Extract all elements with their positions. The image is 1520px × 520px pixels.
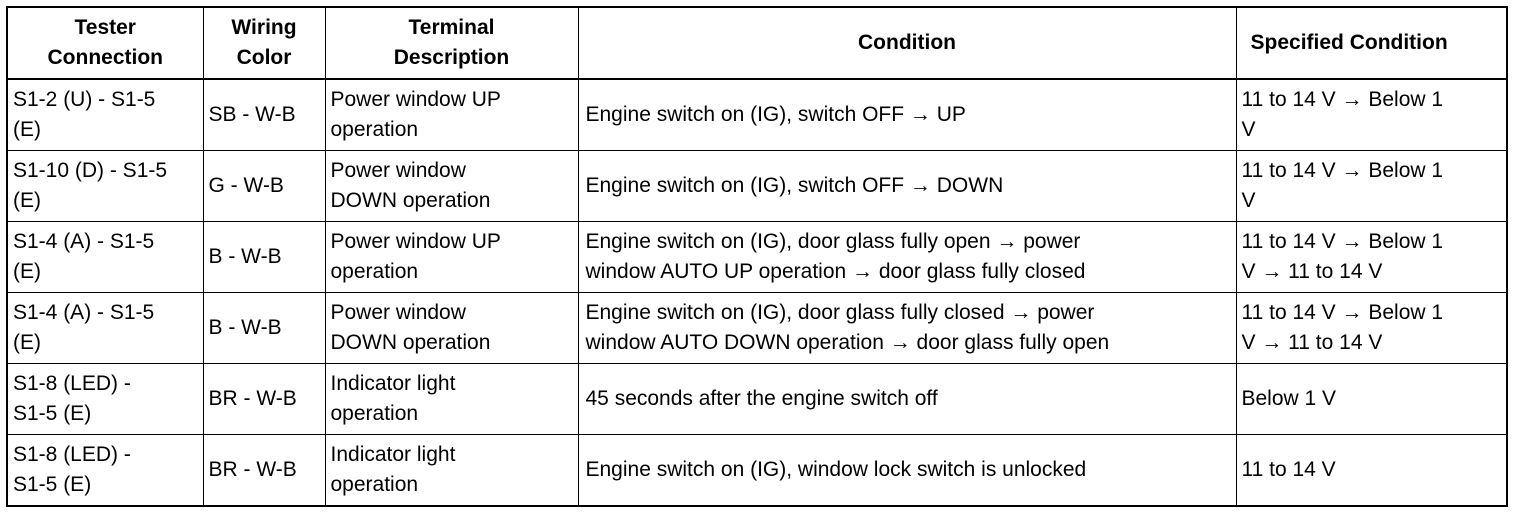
cell-condition [578,293,1236,364]
cell-wiring-color: B - W-B [203,293,325,364]
cell-line: 45 seconds after the engine switch off [585,387,938,410]
cell-line: Below 1 V [1241,387,1337,410]
cell-line: 11 to 14 V → Below 1 [1241,301,1444,324]
cell-tester-connection [7,151,203,222]
cell-line: 11 to 14 V → Below 1 [1241,88,1444,111]
header-row [7,7,1507,79]
cell-line: DOWN operation [330,331,491,354]
cell-line: S1-5 (E) [13,473,92,496]
table-row [7,222,1507,293]
header-tester-connection [7,7,203,79]
cell-line: Power window UP [330,230,501,253]
cell-line: Power window UP [330,88,501,111]
cell-line: window AUTO UP operation → door glass fully closed [585,260,1086,283]
cell-condition [578,435,1236,507]
cell-terminal-description [325,435,578,507]
cell-terminal-description [325,364,578,435]
cell-line: window AUTO DOWN operation → door glass fully open [585,331,1110,354]
cell-specified-condition [1236,222,1507,293]
table-row [7,293,1507,364]
cell-line: S1-2 (U) - S1-5 [13,88,156,111]
header-terminal-description [325,7,578,79]
cell-terminal-description [325,151,578,222]
cell-line: 11 to 14 V → Below 1 [1241,230,1444,253]
header-line: Specified Condition [1250,31,1448,54]
cell-specified-condition [1236,435,1507,507]
header-condition [578,7,1236,79]
cell-line: Indicator light [330,372,456,395]
cell-line: V → 11 to 14 V [1241,260,1383,283]
header-line: Description [393,46,510,69]
cell-line: S1-5 (E) [13,402,92,425]
cell-tester-connection [7,222,203,293]
cell-line: Engine switch on (IG), window lock switch is unlocked [585,458,1087,481]
cell-line: operation [330,402,419,425]
cell-wiring-color: SB - W-B [203,79,325,151]
cell-line: Power window [330,301,466,324]
cell-line: Engine switch on (IG), switch OFF → UP [585,103,966,126]
cell-line: 11 to 14 V [1241,458,1336,481]
table-row [7,79,1507,151]
header-wiring-color [203,7,325,79]
cell-specified-condition [1236,364,1507,435]
cell-line: operation [330,473,419,496]
cell-terminal-description [325,293,578,364]
cell-specified-condition [1236,79,1507,151]
cell-line: Engine switch on (IG), door glass fully open → power [585,230,1081,253]
cell-line: S1-4 (A) - S1-5 [13,301,155,324]
cell-specified-condition [1236,293,1507,364]
cell-line: Power window [330,159,466,182]
cell-condition [578,151,1236,222]
table-header [7,7,1507,79]
cell-line: operation [330,118,419,141]
header-specified-condition [1236,7,1507,79]
cell-wiring-color: BR - W-B [203,435,325,507]
header-line: Wiring [231,16,297,39]
cell-line: V → 11 to 14 V [1241,331,1383,354]
cell-line: (E) [13,331,41,354]
cell-wiring-color: BR - W-B [203,364,325,435]
cell-tester-connection [7,364,203,435]
header-line: Terminal [408,16,495,39]
cell-tester-connection [7,79,203,151]
table-body [7,79,1507,506]
cell-line: (E) [13,118,41,141]
specification-table [6,6,1508,507]
cell-line: 11 to 14 V → Below 1 [1241,159,1444,182]
cell-condition [578,364,1236,435]
cell-wiring-color: G - W-B [203,151,325,222]
cell-line: V [1241,189,1256,212]
cell-tester-connection [7,435,203,507]
header-line: Color [236,46,292,69]
cell-specified-condition [1236,151,1507,222]
cell-line: S1-10 (D) - S1-5 [13,159,168,182]
cell-wiring-color: B - W-B [203,222,325,293]
cell-line: DOWN operation [330,189,491,212]
cell-line: (E) [13,189,41,212]
cell-line: Indicator light [330,443,456,466]
cell-line: Engine switch on (IG), door glass fully closed → power [585,301,1095,324]
cell-line: operation [330,260,419,283]
cell-line: Engine switch on (IG), switch OFF → DOWN [585,174,1004,197]
cell-terminal-description [325,222,578,293]
table-row [7,151,1507,222]
cell-terminal-description [325,79,578,151]
cell-line: S1-4 (A) - S1-5 [13,230,155,253]
header-line: Connection [47,46,163,69]
cell-line: S1-8 (LED) - [13,443,131,466]
cell-line: (E) [13,260,41,283]
cell-condition [578,222,1236,293]
cell-line: V [1241,118,1256,141]
cell-condition [578,79,1236,151]
header-line: Condition [858,31,956,54]
cell-line: S1-8 (LED) - [13,372,131,395]
header-line: Tester [74,16,136,39]
table-row [7,435,1507,507]
table-row [7,364,1507,435]
cell-tester-connection [7,293,203,364]
